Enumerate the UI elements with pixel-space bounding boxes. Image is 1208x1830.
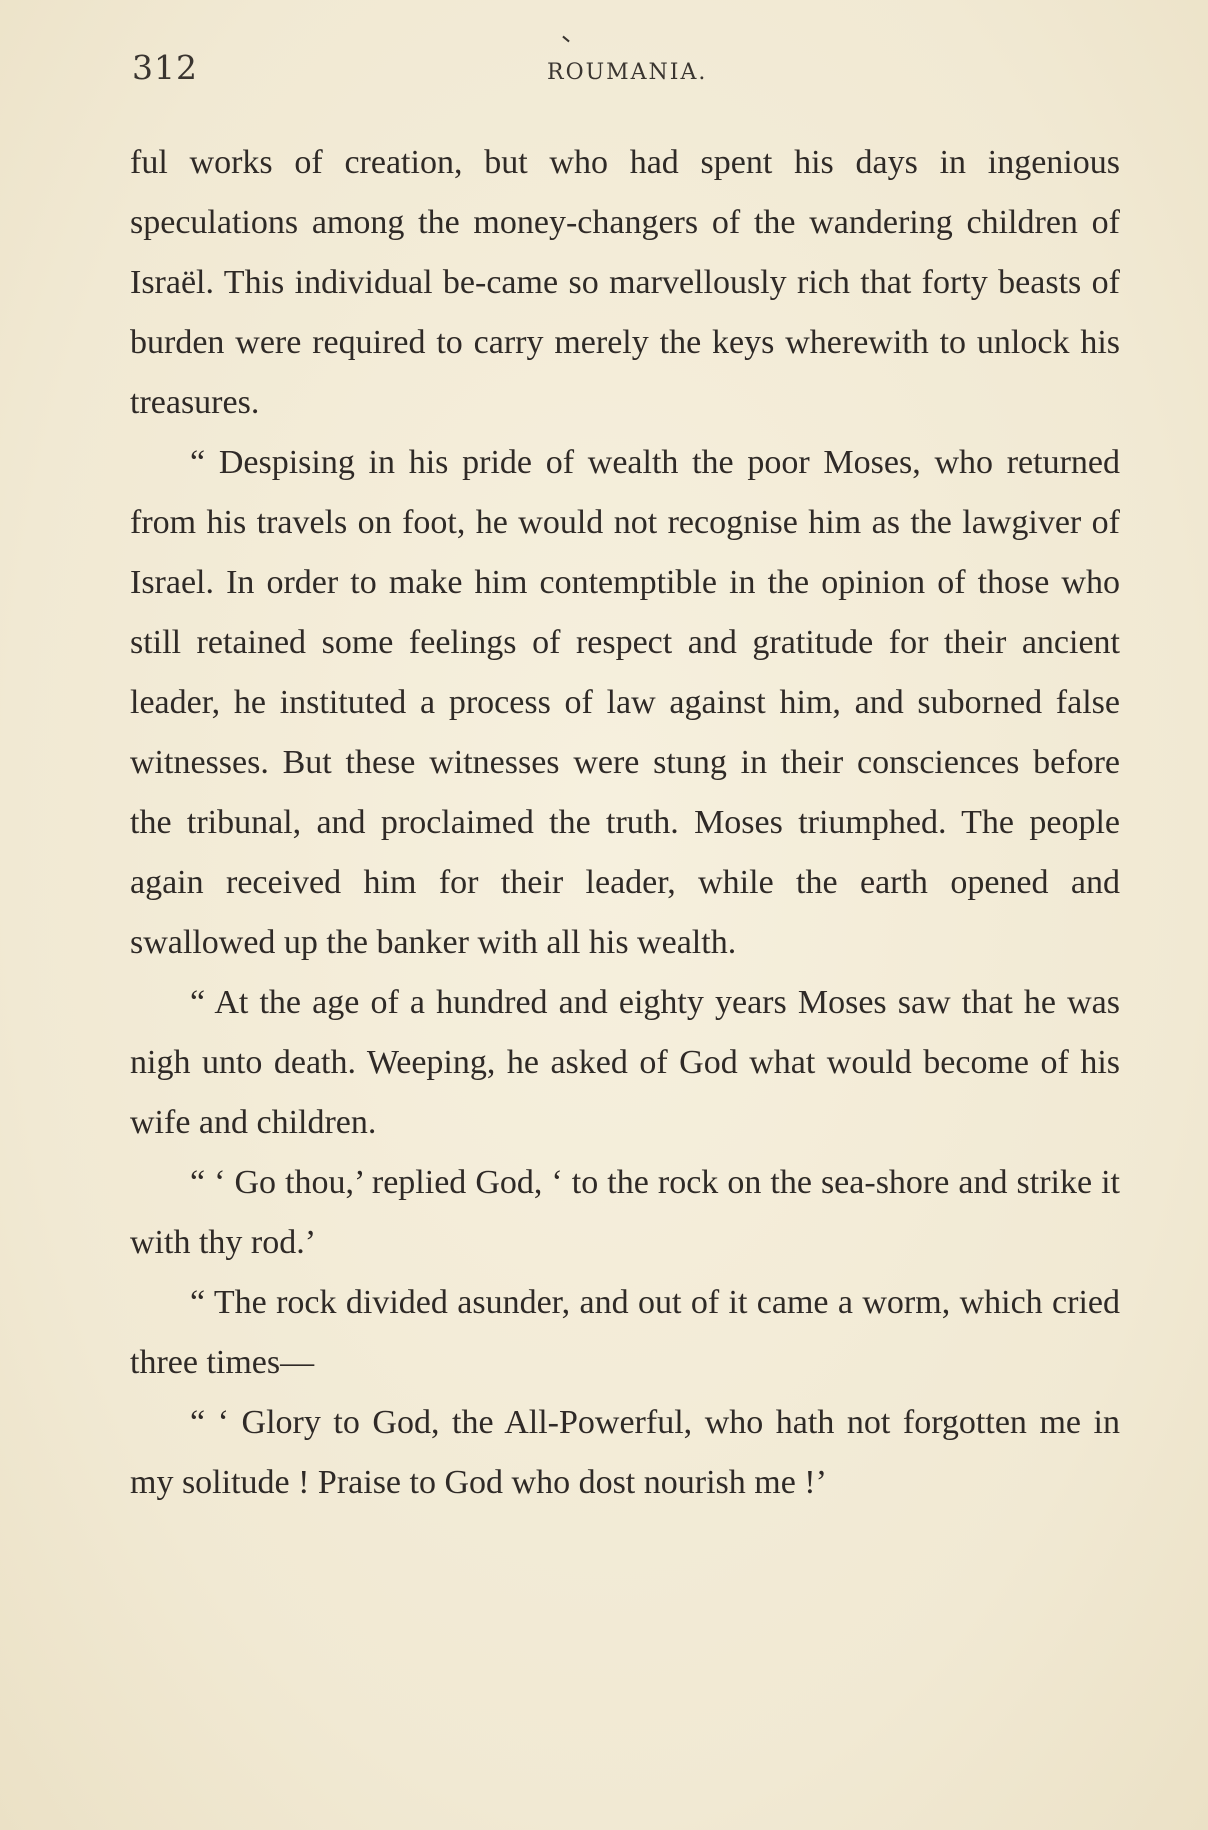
body-text bbox=[130, 133, 1120, 1513]
ink-tick-mark bbox=[562, 36, 569, 43]
running-head: ROUMANIA. bbox=[547, 60, 708, 85]
page-header bbox=[132, 48, 1120, 98]
paragraph-1: ful works of creation, but who had spent his days in ingenious speculations among the money-changers of the wandering children of Israël. This individual be-came so marvellously rich that forty beasts of burden were required to carry merely the keys wherewith to unlock his treasures. bbox=[130, 144, 1120, 421]
paragraph-5: “ The rock divided asunder, and out of it came a worm, which cried three times— bbox=[130, 1284, 1120, 1381]
page-number: 312 bbox=[132, 48, 198, 87]
paragraph-6: “ ‘ Glory to God, the All-Powerful, who hath not forgotten me in my solitude ! Praise to God who dost nourish me !’ bbox=[130, 1404, 1120, 1501]
paragraph-2: “ Despising in his pride of wealth the poor Moses, who returned from his travels on foot, he would not recognise him as the lawgiver of Israel. In order to make him contemptible in the opinion of those who still retained some feelings of respect and gratitude for their ancient leader, he instituted a process of law against him, and suborned false witnesses. But these witnesses were stung in their consciences before the tribunal, and proclaimed the truth. Moses triumphed. The people again received him for their leader, while the earth opened and swallowed up the banker with all his wealth. bbox=[130, 444, 1120, 961]
paragraph-4: “ ‘ Go thou,’ replied God, ‘ to the rock on the sea-shore and strike it with thy rod.’ bbox=[130, 1164, 1120, 1261]
paragraph-3: “ At the age of a hundred and eighty years Moses saw that he was nigh unto death. Weeping, he asked of God what would become of his wife and children. bbox=[130, 984, 1120, 1141]
